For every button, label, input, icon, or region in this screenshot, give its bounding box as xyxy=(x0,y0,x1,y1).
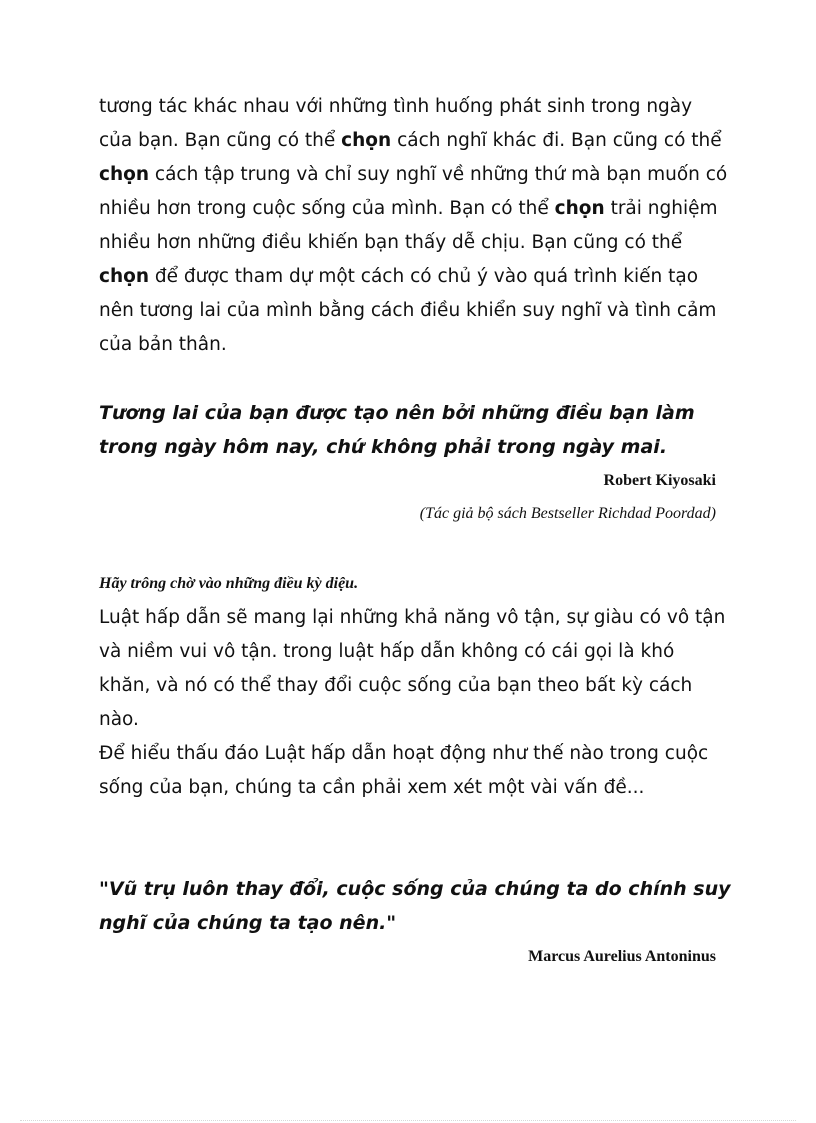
section-heading: Hãy trông chờ vào những điều kỳ diệu. xyxy=(99,575,359,592)
paragraph-law-of-attraction: Luật hấp dẫn sẽ mang lại những khả năng vô tận, sự giàu có vô tận và niềm vui vô tận. trong luật hấp dẫn không có cái gọi là khó khăn, và nó có thể thay đổi cuộc sống của bạn theo bất kỳ cách nào. xyxy=(99,607,726,730)
quote-author-note: (Tác giả bộ sách Bestseller Richdad Poordad) xyxy=(419,505,716,522)
emphasis-word: chọn xyxy=(341,130,392,151)
paragraph-text: cách tập trung và chỉ suy nghĩ về những thứ mà bạn muốn có nhiều hơn trong cuộc sống của mình. Bạn có thể xyxy=(99,164,728,219)
quote-author-kiyosaki: Robert Kiyosaki xyxy=(603,472,716,489)
paragraph-text: để được tham dự một cách có chủ ý vào quá trình kiến tạo nên tương lai của mình bằng cách điều khiển suy nghĩ và tình cảm của bản thân. xyxy=(99,266,717,355)
quote-kiyosaki: Tương lai của bạn được tạo nên bởi những điều bạn làm trong ngày hôm nay, chứ không phải trong ngày mai. xyxy=(99,402,695,458)
page-bottom-rule xyxy=(20,1120,796,1121)
quote-marcus-aurelius: "Vũ trụ luôn thay đổi, cuộc sống của chúng ta do chính suy nghĩ của chúng ta tạo nên." xyxy=(99,878,731,934)
paragraph-understanding: Để hiểu thấu đáo Luật hấp dẫn hoạt động như thế nào trong cuộc sống của bạn, chúng ta cần phải xem xét một vài vấn đề... xyxy=(99,743,709,798)
paragraph-text: trải nghiệm nhiều hơn những điều khiến bạn thấy dễ chịu. Bạn cũng có thể xyxy=(99,198,718,253)
paragraph-text: tương tác khác nhau với những tình huống phát sinh trong ngày của bạn. Bạn cũng có thể xyxy=(99,96,693,151)
paragraph-text: cách nghĩ khác đi. Bạn cũng có thể xyxy=(391,130,722,151)
emphasis-word: chọn xyxy=(99,266,150,287)
quote-author-marcus-aurelius: Marcus Aurelius Antoninus xyxy=(528,948,716,965)
emphasis-word: chọn xyxy=(99,164,150,185)
paragraph-choice xyxy=(99,90,729,362)
emphasis-word: chọn xyxy=(554,198,605,219)
